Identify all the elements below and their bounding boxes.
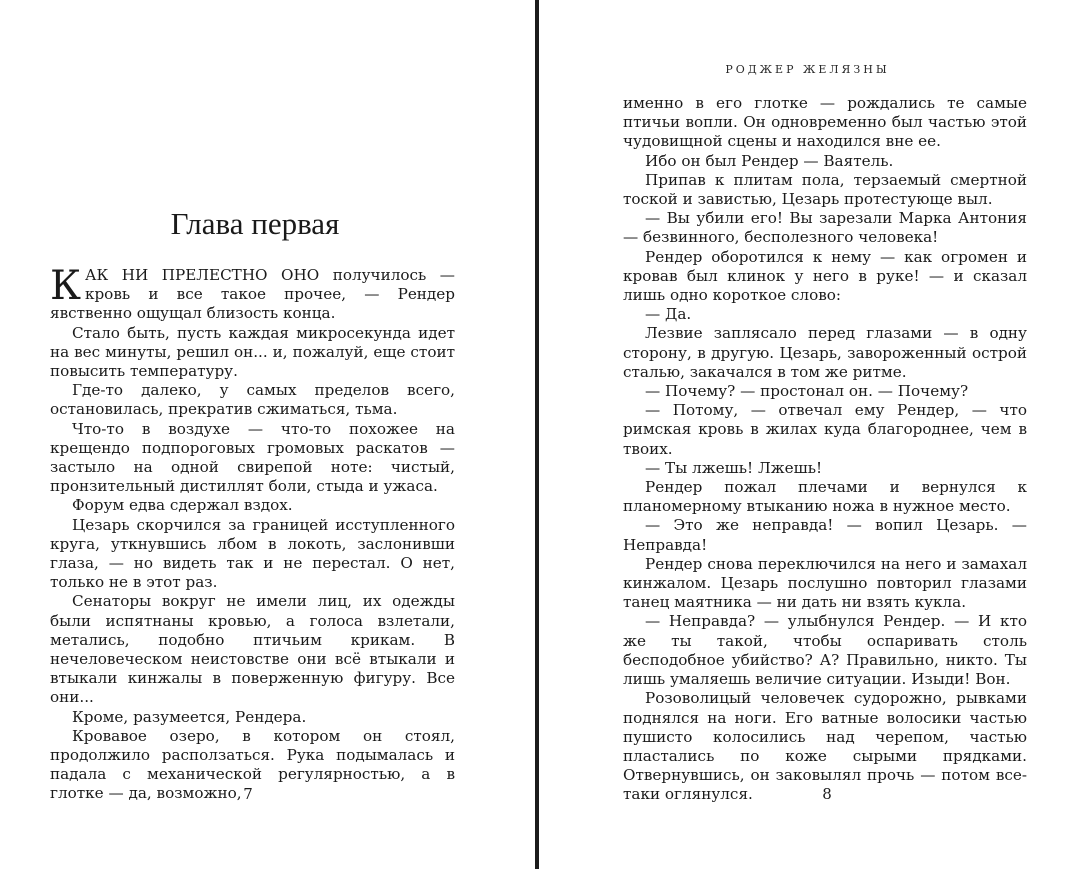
left-page bbox=[0, 0, 535, 869]
paragraph: Рендер пожал плечами и вернулся к планомерному втыканию ножа в нужное место. bbox=[623, 478, 1027, 516]
paragraph: Цезарь скорчился за границей исступленного круга, уткнувшись лбом в локоть, заслонивши глаза, — но видеть так и не перестал. О нет, только не в этот раз. bbox=[50, 515, 455, 592]
right-page-text bbox=[623, 94, 1027, 805]
paragraph: Кроме, разумеется, Рендера. bbox=[72, 707, 307, 726]
paragraph: — Вы убили его! Вы зарезали Марка Антония — безвинного, бесполезного человека! bbox=[623, 209, 1027, 247]
paragraph: Рендер снова переключился на него и замахал кинжалом. Цезарь послушно повторил глазами танец маятника — ни дать ни взять кукла. bbox=[623, 554, 1027, 612]
paragraph: — Почему? — простонал он. — Почему? bbox=[645, 382, 969, 401]
continuation-paragraph: именно в его глотке — рождались те самые птичьи вопли. Он одновременно был частью этой чудовищной сцены и находился вне ее. bbox=[623, 94, 1027, 151]
paragraph: Кровавое озеро, в котором он стоял, продолжило расползаться. Рука подымалась и падала с механической регулярностью, а в глотке — да, возможно, bbox=[50, 726, 455, 803]
drop-cap: К bbox=[50, 263, 81, 309]
paragraph: Розоволицый человечек судорожно, рывками поднялся на ноги. Его ватные волосики частью пушисто колосились над черепом, частью пластались по коже сырыми прядками. Отвернувшись, он заковылял прочь — потом все-таки оглянулся. bbox=[623, 689, 1027, 804]
paragraph: Что-то в воздухе — что-то похожее на крещендо подпороговых громовых раскатов — застыло на одной свирепой ноте: чистый, пронзительный дистиллят боли, стыда и ужаса. bbox=[50, 419, 455, 496]
paragraph: — Неправда? — улыбнулся Рендер. — И кто же ты такой, чтобы оспаривать столь бесподобное убийство? А? Правильно, никто. Ты лишь умаляешь величие ситуации. Изыди! Вон. bbox=[623, 612, 1027, 689]
right-page bbox=[539, 0, 1076, 869]
paragraph: Стало быть, пусть каждая микросекунда идет на вес минуты, решил он... и, пожалуй, еще стоит повысить температуру. bbox=[50, 323, 455, 381]
left-page-text bbox=[50, 263, 455, 804]
page-number: 8 bbox=[822, 785, 832, 803]
paragraph: Форум едва сдержал вздох. bbox=[72, 496, 293, 515]
paragraph: — Это же неправда! — вопил Цезарь. — Неправда! bbox=[623, 516, 1027, 554]
paragraph: Сенаторы вокруг не имели лиц, их одежды были испятнаны кровью, а голоса взлетали, метались, подобно птичьим крикам. В нечеловеческом неистовстве они всё втыкали и втыкали кинжалы в поверженную фигуру. Все они... bbox=[50, 592, 455, 707]
opening-paragraph bbox=[50, 263, 455, 324]
page-number: 7 bbox=[243, 785, 253, 803]
paragraph: Ибо он был Рендер — Ваятель. bbox=[645, 151, 894, 170]
paragraph: Припав к плитам пола, терзаемый смертной тоской и завистью, Цезарь протестующе выл. bbox=[623, 170, 1027, 209]
paragraph: Рендер оборотился к нему — как огромен и кровав был клинок у него в руке! — и сказал лишь одно короткое слово: bbox=[623, 247, 1027, 305]
paragraph: Лезвие заплясало перед глазами — в одну сторону, в другую. Цезарь, завороженный острой сталью, закачался в том же ритме. bbox=[623, 324, 1027, 381]
running-head: РОДЖЕР ЖЕЛЯЗНЫ bbox=[725, 63, 890, 76]
paragraph: — Да. bbox=[645, 305, 692, 324]
paragraph: — Потому, — отвечал ему Рендер, — что римская кровь в жилах куда благороднее, чем в твоих. bbox=[623, 401, 1027, 458]
paragraph: Где-то далеко, у самых пределов всего, остановилась, прекратив сжиматься, тьма. bbox=[50, 381, 455, 419]
paragraph: — Ты лжешь! Лжешь! bbox=[645, 458, 823, 477]
opening-paragraph-text: АК НИ ПРЕЛЕСТНО ОНО получилось — кровь и все такое прочее, — Рендер явственно ощущал близость конца. bbox=[50, 266, 455, 323]
chapter-title: Глава первая bbox=[170, 206, 340, 241]
